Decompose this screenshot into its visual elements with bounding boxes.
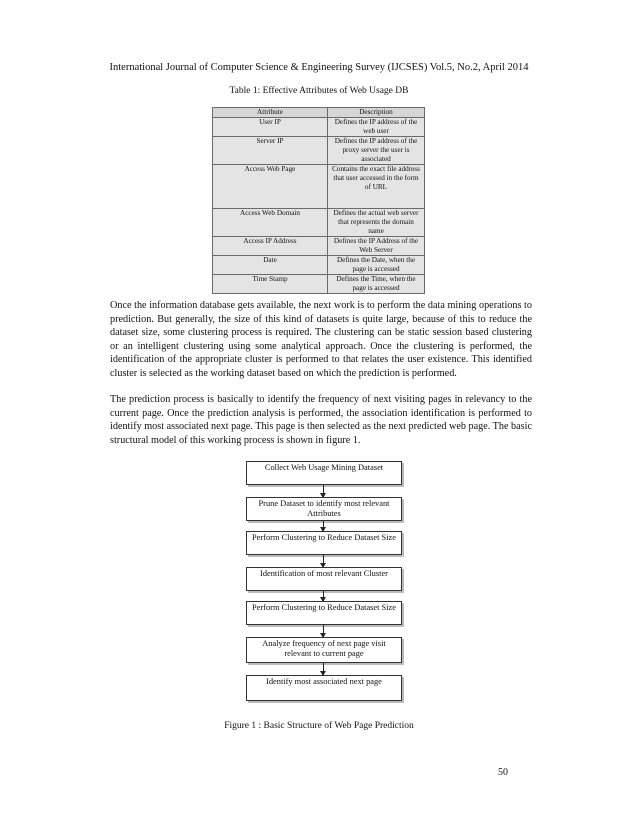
column-header-attribute: Attribute	[213, 108, 328, 118]
flow-step-perform-clustering: Perform Clustering to Reduce Dataset Size	[246, 531, 402, 555]
description-cell: Defines the IP address of the web user	[328, 118, 425, 137]
flow-step-prune-dataset: Prune Dataset to identify most relevant Attributes	[246, 497, 402, 521]
attribute-cell: User IP	[213, 118, 328, 137]
flow-step-analyze-frequency: Analyze frequency of next page visit relevant to current page	[246, 637, 402, 663]
flow-step-identify-cluster: Identification of most relevant Cluster	[246, 567, 402, 591]
flow-arrow	[323, 663, 324, 675]
attribute-cell: Access IP Address	[213, 237, 328, 256]
flow-step-collect-dataset: Collect Web Usage Mining Dataset	[246, 461, 402, 485]
attribute-cell: Server IP	[213, 137, 328, 165]
description-cell: Defines the actual web server that represents the domain name	[328, 209, 425, 237]
attribute-cell: Time Stamp	[213, 275, 328, 294]
description-cell: Defines the Date, when the page is accessed	[328, 256, 425, 275]
flow-step-identify-next-page: Identify most associated next page	[246, 675, 402, 701]
column-header-description: Description	[328, 108, 425, 118]
description-cell: Defines the Time, when the page is accessed	[328, 275, 425, 294]
flow-arrow	[323, 555, 324, 567]
page-number: 50	[498, 767, 508, 778]
flow-arrow	[323, 591, 324, 601]
table-caption: Table 1: Effective Attributes of Web Usage DB	[229, 86, 409, 96]
paragraph-prediction: The prediction process is basically to identify the frequency of next visiting pages in relevancy to the current page. Once the prediction analysis is performed, the association identification is performed to identify most associated next page. This page is then selected as the next predicted web page. The basic structural model of this working process is shown in figure 1.	[110, 394, 532, 446]
attribute-cell: Date	[213, 256, 328, 275]
journal-header: International Journal of Computer Science & Engineering Survey (IJCSES) Vol.5, No.2, April 2014	[109, 62, 529, 73]
flow-arrow	[323, 485, 324, 497]
paragraph-clustering: Once the information database gets available, the next work is to perform the data mining operations to prediction. But generally, the size of this kind of datasets is quite large, because of this to reduce the dataset size, some clustering process is required. The clustering can be static session based clustering or an intelligent clustering using some analytical approach. Once the clustering is performed, the identification of the appropriate cluster is performed to that relates the user existence. This identified cluster is selected as the working dataset based on which the prediction is performed.	[110, 300, 532, 379]
attribute-cell: Access Web Domain	[213, 209, 328, 237]
flow-arrow	[323, 625, 324, 637]
attribute-cell: Access Web Page	[213, 165, 328, 209]
flow-arrow	[323, 521, 324, 531]
description-cell: Defines the IP address of the proxy server the user is associated	[328, 137, 425, 165]
description-cell: Defines the IP Address of the Web Server	[328, 237, 425, 256]
description-cell: Contains the exact file address that user accessed in the form of URL	[328, 165, 425, 209]
figure-caption: Figure 1 : Basic Structure of Web Page Prediction	[224, 721, 414, 731]
flow-step-perform-clustering-2: Perform Clustering to Reduce Dataset Size	[246, 601, 402, 625]
